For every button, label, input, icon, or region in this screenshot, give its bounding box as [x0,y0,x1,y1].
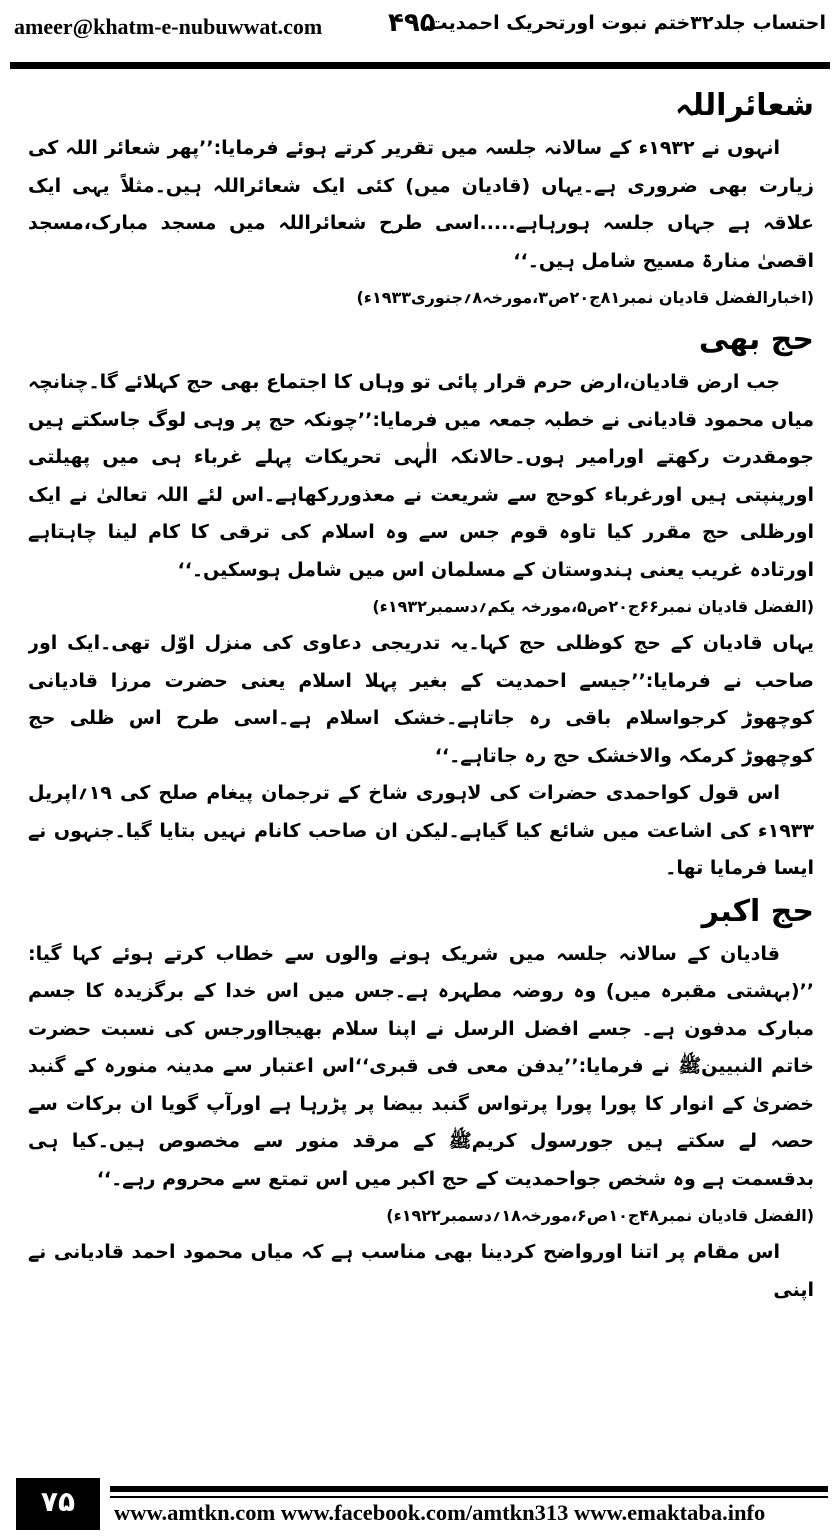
header-running-title: احتساب جلد۳۲ختم نبوت اورتحریک احمدیت [428,12,826,34]
footer-page-number: ۷۵ [16,1478,100,1530]
paragraph: اس مقام پر اتنا اورواضح کردینا بھی مناسب ہے کہ میاں محمود احمد قادیانی نے اپنی [28,1241,814,1301]
section-heading: حج بھی [698,322,814,357]
footer-divider-thin [110,1496,828,1498]
paragraph: انہوں نے ۱۹۳۲ء کے سالانہ جلسہ میں تقریر کرتے ہوئے فرمایا:’’پھر شعائر اللہ کی زیارت بھی ضروری ہے۔یہاں (قادیان میں) کئی ایک شعائراللہ ہیں۔مثلاً یہی ایک علاقہ ہے جہاں جلسہ ہورہاہے.....اسی طرح شعائراللہ میں مسجد مبارک،مسجد اقصیٰ منارۃ مسیح شامل ہیں۔‘‘ [28,137,814,272]
footer-website-links: www.amtkn.com www.facebook.com/amtkn313 www.emaktaba.info [114,1500,766,1525]
citation: (اخبارالفضل قادیان نمبر۸۱ج۲۰ص۳،مورخہ۸؍جنوری۱۹۳۳ء) [356,288,814,307]
header-page-number: ۴۹۵ [388,8,436,38]
section-hajj-akbar [28,888,814,1310]
paragraph: اس قول کواحمدی حضرات کی لاہوری شاخ کے ترجمان پیغام صلح کی ۱۹؍اپریل ۱۹۳۳ء کی اشاعت میں شائع کیا گیاہے۔لیکن ان صاحب کانام نہیں بتایا گیا۔جنہوں نے ایسا فرمایا تھا۔ [28,782,814,879]
section-hajj-bhi [28,316,814,888]
paragraph: قادیان کے سالانہ جلسہ میں شریک ہونے والوں سے خطاب کرتے ہوئے کہا گیا: ’’(بہشتی مقبرہ میں) وہ روضہ مطہرہ ہے۔جس میں اس خدا کے برگزیدہ کا جسم مبارک مدفون ہے۔ جسے افضل الرسل نے اپنا سلام بھیجااورجس کی نسبت حضرت خاتم النبیینﷺ نے فرمایا:’’یدفن معی فی قبری‘‘اس اعتبار سے مدینہ منورہ کے گنبد خضریٰ کے انوار کا پورا پورا پرتواس گنبد بیضا پر پڑرہا ہے اورآپ گویا ان برکات سے حصہ لے سکتے ہیں جورسول کریمﷺ کے مرقد منور سے مخصوص ہیں۔کیا ہی بدقسمت ہے وہ شخص جواحمدیت کے حج اکبر میں اس تمتع سے محروم رہے۔‘‘ [28,942,814,1190]
footer-divider [110,1486,828,1492]
page-footer [0,1478,840,1540]
section-shaair-allah [28,82,814,316]
page-header [0,0,840,56]
paragraph: جب ارض قادیان،ارض حرم قرار پائی تو وہاں کا اجتماع بھی حج کہلائے گا۔چنانچہ میاں محمود قادیانی نے خطبہ جمعہ میں فرمایا:’’چونکہ حج پر وہی لوگ جاسکتے ہیں جومقدرت رکھتے اورامیر ہوں۔حالانکہ الٰہی تحریکات پہلے غرباء ہی میں پھیلتی اورپنپتی ہیں اورغرباء کوحج سے شریعت نے معذوررکھاہے۔اس لئے اللہ تعالیٰ نے ایک اورظلی حج مقرر کیا تاوہ قوم جس سے وہ اسلام کی ترقی کا کام لینا چاہتاہے اورتادہ غریب یعنی ہندوستان کے مسلمان اس میں شامل ہوسکیں۔‘‘ [28,371,814,581]
citation: (الفضل قادیان نمبر۶۶ج۲۰ص۵،مورخہ یکم؍دسمبر۱۹۳۲ء) [372,597,814,616]
section-heading: شعائراللہ [675,88,814,123]
paragraph: یہاں قادیان کے حج کوظلی حج کہا۔یہ تدریجی دعاوی کی منزل اوّل تھی۔ایک اور صاحب نے فرمایا:’’جیسے احمدیت کے بغیر پہلا اسلام یعنی حضرت مرزا قادیانی کوچھوڑ کرجواسلام باقی رہ جاتاہے۔خشک اسلام ہے۔اسی طرح اس ظلی حج کوچھوڑ کرمکہ والاخشک حج رہ جاتاہے۔‘‘ [28,632,814,767]
page-body [28,82,814,1462]
section-heading: حج اکبر [701,893,814,929]
header-email: ameer@khatm-e-nubuwwat.com [14,14,323,39]
citation: (الفضل قادیان نمبر۴۸ج۱۰ص۶،مورخہ۱۸؍دسمبر۱۹۲۲ء) [386,1206,814,1225]
header-divider [10,62,830,69]
